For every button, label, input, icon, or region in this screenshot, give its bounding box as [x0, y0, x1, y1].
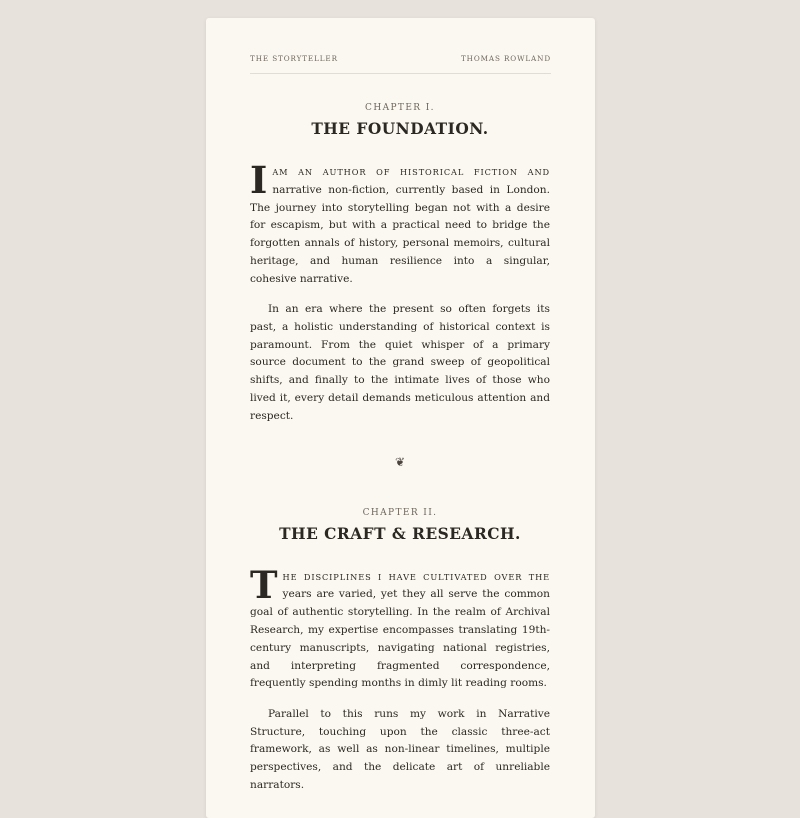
page-content	[250, 102, 550, 795]
small-caps-lead: AM AN AUTHOR OF HISTORICAL FICTION AND	[272, 167, 550, 177]
chapter-label: CHAPTER I.	[365, 103, 435, 113]
paragraph: In an era where the present so often forgets its past, a holistic understanding of historical context is paramount. From the quiet whisper of a primary source document to the grand sweep of geopolitical shifts, and finally to the intimate lives of those who lived it, every detail demands meticulous attention and respect.	[250, 303, 550, 422]
small-caps-lead: HE DISCIPLINES I HAVE CULTIVATED OVER THE	[282, 571, 550, 582]
chapter-two	[250, 507, 550, 795]
paragraph-text: narrative non-fiction, currently based in London. The journey into storytelling began not with a desire for escapism, but with a practical need to bridge the forgotten annals of history, personal memoirs, cultural heritage, and human resilience into a singular, cohesive narrative.	[250, 183, 550, 285]
author-name: THOMAS ROWLAND	[460, 54, 551, 63]
drop-cap: T	[250, 562, 278, 607]
fleuron-ornament-icon: ❦	[394, 454, 406, 469]
book-page	[206, 18, 595, 818]
chapter-one	[250, 102, 550, 426]
paragraph-text: years are varied, yet they all serve the common goal of authentic storytelling. In the realm of Archival Research, my expertise encompasses translating 19th-century manuscripts, navigating national registries, and interpreting fragmented correspondence, frequently spending months in dimly lit reading rooms.	[250, 588, 550, 690]
paragraph	[250, 562, 550, 694]
chapter-label: CHAPTER II.	[362, 507, 438, 518]
chapter-title: THE CRAFT & RESEARCH.	[279, 524, 521, 543]
chapter-title: THE FOUNDATION.	[311, 120, 489, 138]
paragraph: Parallel to this runs my work in Narrative Structure, touching upon the classic three-act framework, as well as non-linear timelines, multiple perspectives, and the delicate art of unreliable narrators.	[250, 707, 550, 791]
book-title: THE STORYTELLER	[250, 54, 338, 63]
running-header	[250, 54, 551, 74]
drop-cap: I	[250, 158, 268, 202]
paragraph	[250, 158, 550, 289]
